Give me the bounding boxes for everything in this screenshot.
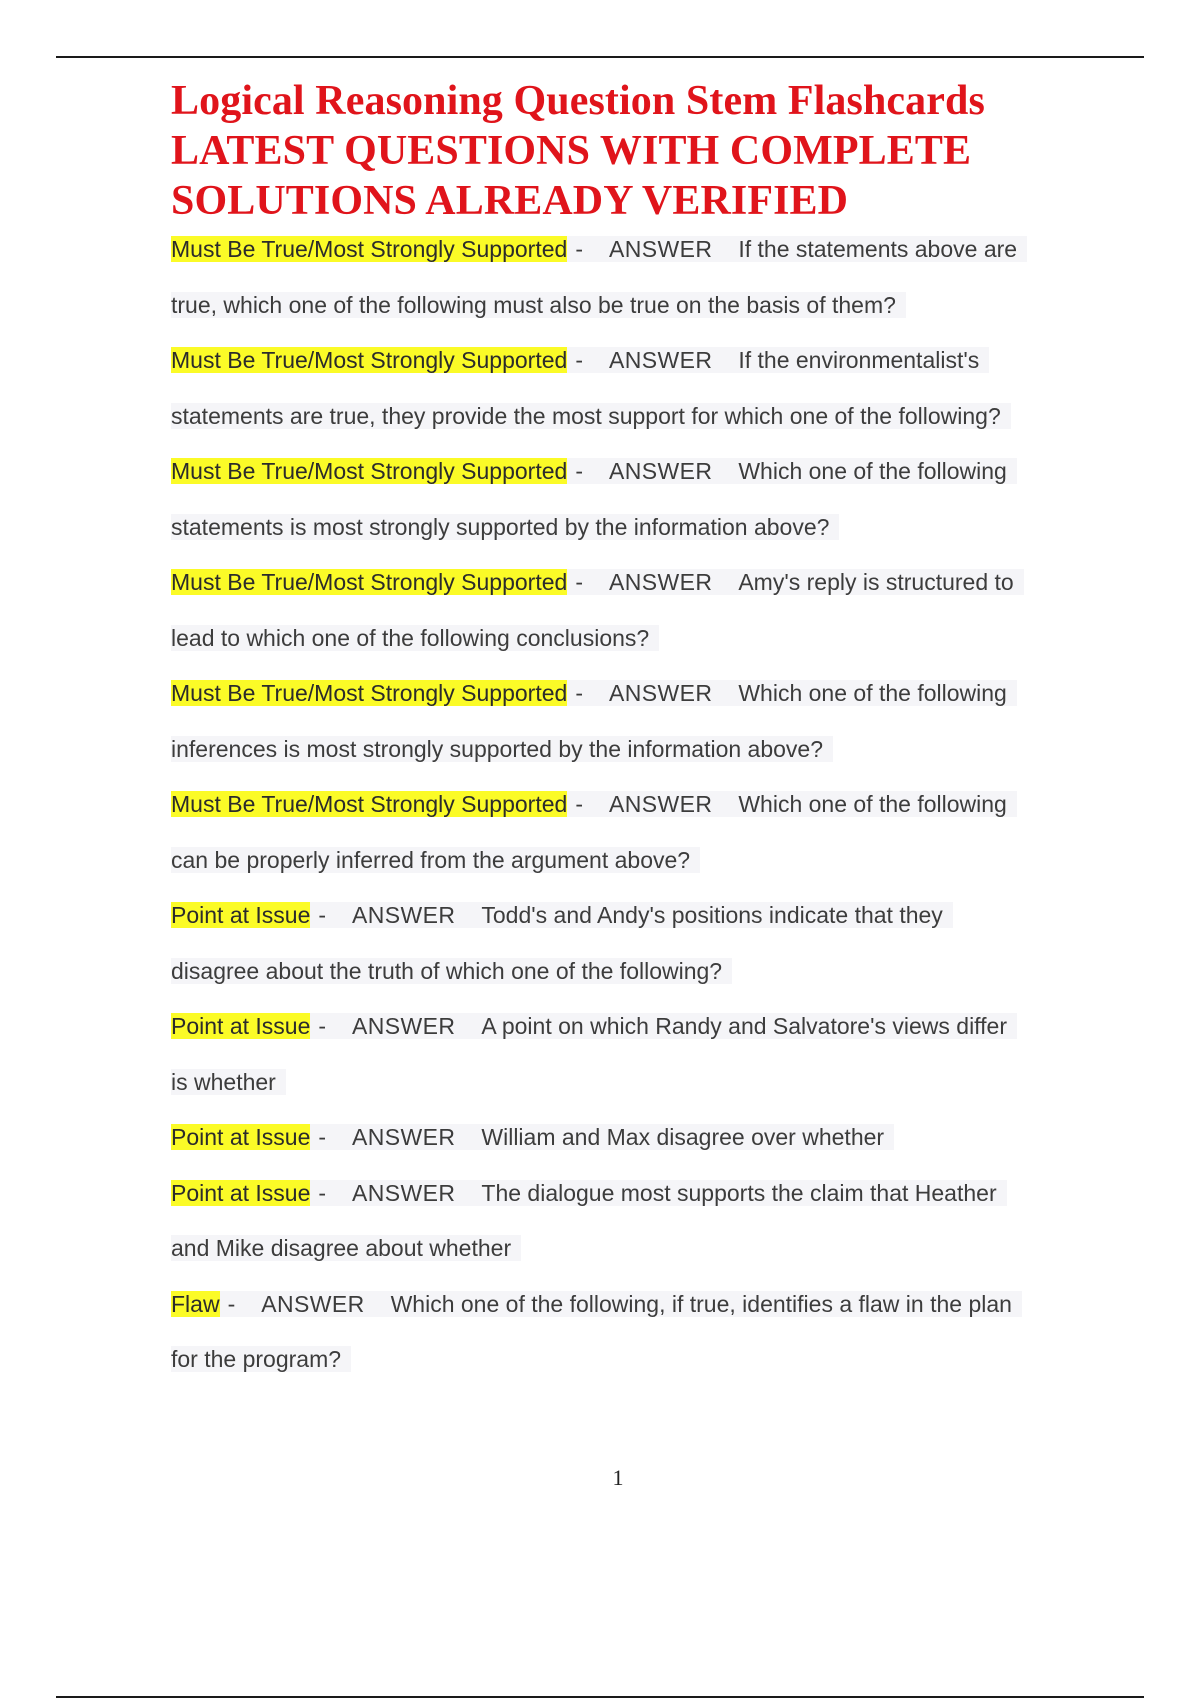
- separator: -: [318, 1179, 327, 1206]
- flashcard: [171, 666, 1071, 777]
- question-text-continued: true, which one of the following must also be true on the basis of them?: [171, 292, 906, 318]
- title-line-1: Logical Reasoning Question Stem Flashcards: [171, 78, 985, 124]
- flashcard: [171, 999, 1071, 1110]
- category-highlight: Must Be True/Most Strongly Supported: [171, 569, 568, 595]
- separator: -: [575, 791, 583, 817]
- flashcard-second-line: [171, 944, 1071, 1000]
- separator: -: [575, 680, 583, 706]
- question-text: If the statements above are: [738, 236, 1018, 262]
- answer-label: ANSWER: [608, 347, 713, 373]
- flashcard-first-line: [171, 555, 1071, 611]
- category-highlight: Flaw: [171, 1290, 220, 1317]
- separator: -: [575, 458, 583, 484]
- flashcard-second-line: [171, 278, 1071, 334]
- answer-label: ANSWER: [352, 902, 456, 928]
- document-title: [171, 76, 1071, 226]
- flashcard-second-line: [171, 722, 1071, 778]
- title-line-2: LATEST QUESTIONS WITH COMPLETE: [171, 128, 972, 174]
- top-rule: [56, 56, 1144, 58]
- flashcard-second-line: [171, 1332, 1071, 1388]
- question-text: Amy's reply is structured to: [738, 569, 1014, 595]
- flashcard-second-line: [171, 389, 1071, 445]
- question-text: Which one of the following: [738, 680, 1007, 706]
- answer-label: ANSWER: [608, 458, 713, 484]
- flashcard-second-line: [171, 1055, 1071, 1111]
- question-text-continued: is whether: [171, 1069, 286, 1095]
- flashcard: [171, 1110, 1071, 1166]
- answer-label: ANSWER: [608, 569, 713, 595]
- flashcard-first-line: [171, 777, 1071, 833]
- question-text: Which one of the following, if true, identifies a flaw in the plan: [390, 1290, 1012, 1317]
- category-highlight: Point at Issue: [171, 1124, 311, 1150]
- flashcard-first-line: [171, 1277, 1071, 1333]
- separator: -: [575, 569, 583, 595]
- flashcard: [171, 1166, 1071, 1277]
- flashcard: [171, 222, 1071, 333]
- flashcard-second-line: [171, 611, 1071, 667]
- answer-label: ANSWER: [352, 1124, 456, 1150]
- separator: -: [575, 347, 583, 373]
- flashcard-first-line: [171, 333, 1071, 389]
- document-body: [171, 76, 1071, 1388]
- flashcard-second-line: [171, 1221, 1071, 1277]
- flashcard-first-line: [171, 999, 1071, 1055]
- flashcard-first-line: [171, 666, 1071, 722]
- separator: -: [318, 1013, 327, 1039]
- category-highlight: Must Be True/Most Strongly Supported: [171, 458, 568, 484]
- category-highlight: Point at Issue: [171, 1179, 311, 1206]
- flashcard-first-line: [171, 1110, 1071, 1166]
- flashcard-list: [171, 222, 1071, 1388]
- question-text-continued: statements are true, they provide the most support for which one of the following?: [171, 403, 1011, 429]
- flashcard-first-line: [171, 888, 1071, 944]
- flashcard: [171, 555, 1071, 666]
- separator: -: [575, 236, 583, 262]
- answer-label: ANSWER: [352, 1179, 456, 1206]
- page-number: 1: [612, 1465, 624, 1490]
- category-highlight: Point at Issue: [171, 1013, 311, 1039]
- question-text-continued: disagree about the truth of which one of the following?: [171, 958, 732, 984]
- question-text-continued: statements is most strongly supported by the information above?: [171, 514, 839, 540]
- answer-label: ANSWER: [608, 791, 713, 817]
- category-highlight: Point at Issue: [171, 902, 311, 928]
- question-text-continued: can be properly inferred from the argument above?: [171, 847, 700, 873]
- title-line-3: SOLUTIONS ALREADY VERIFIED: [171, 178, 849, 224]
- question-text: Which one of the following: [738, 458, 1007, 484]
- question-text: Which one of the following: [738, 791, 1007, 817]
- category-highlight: Must Be True/Most Strongly Supported: [171, 791, 568, 817]
- separator: -: [318, 902, 327, 928]
- category-highlight: Must Be True/Most Strongly Supported: [171, 347, 568, 373]
- flashcard-second-line: [171, 833, 1071, 889]
- question-text: The dialogue most supports the claim that Heather: [481, 1179, 997, 1206]
- category-highlight: Must Be True/Most Strongly Supported: [171, 236, 568, 262]
- answer-label: ANSWER: [608, 236, 713, 262]
- answer-label: ANSWER: [261, 1290, 365, 1317]
- flashcard-first-line: [171, 222, 1071, 278]
- separator: -: [227, 1290, 236, 1317]
- answer-label: ANSWER: [352, 1013, 456, 1039]
- answer-label: ANSWER: [608, 680, 713, 706]
- separator: -: [318, 1124, 327, 1150]
- flashcard: [171, 1277, 1071, 1388]
- question-text: A point on which Randy and Salvatore's views differ: [481, 1013, 1007, 1039]
- category-highlight: Must Be True/Most Strongly Supported: [171, 680, 568, 706]
- flashcard: [171, 888, 1071, 999]
- question-text: Todd's and Andy's positions indicate that they: [481, 902, 943, 928]
- question-text-continued: lead to which one of the following conclusions?: [171, 625, 659, 651]
- question-text-continued: and Mike disagree about whether: [171, 1235, 521, 1261]
- question-text: William and Max disagree over whether: [481, 1124, 885, 1150]
- question-text: If the environmentalist's: [738, 347, 980, 373]
- flashcard-first-line: [171, 1166, 1071, 1222]
- question-text-continued: inferences is most strongly supported by the information above?: [171, 736, 833, 762]
- flashcard-second-line: [171, 500, 1071, 556]
- question-text-continued: for the program?: [171, 1346, 351, 1372]
- flashcard: [171, 333, 1071, 444]
- bottom-rule: [56, 1696, 1144, 1698]
- flashcard: [171, 444, 1071, 555]
- flashcard: [171, 777, 1071, 888]
- flashcard-first-line: [171, 444, 1071, 500]
